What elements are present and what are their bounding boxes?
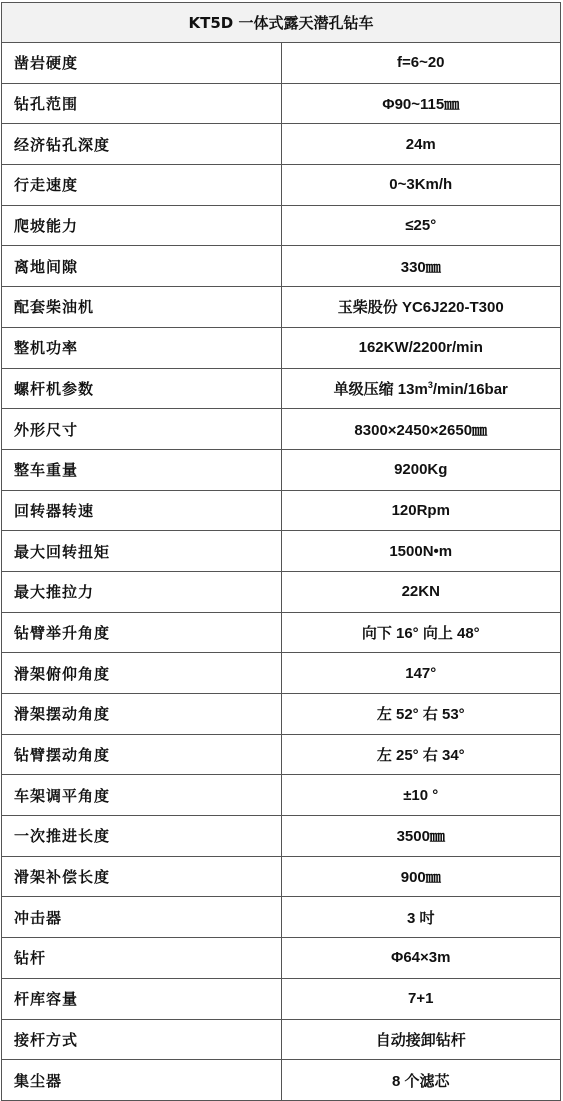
row-value: 162KW/2200r/min <box>281 327 561 368</box>
table-row <box>2 368 561 409</box>
row-value: f=6~20 <box>281 43 561 84</box>
row-value: 7+1 <box>281 978 561 1019</box>
row-label: 最大回转扭矩 <box>2 531 282 572</box>
row-label: 滑架俯仰角度 <box>2 653 282 694</box>
row-value: 120Rpm <box>281 490 561 531</box>
row-value: 3 吋 <box>281 897 561 938</box>
row-value: 147° <box>281 653 561 694</box>
table-row <box>2 531 561 572</box>
table-row <box>2 205 561 246</box>
row-label: 钻杆 <box>2 938 282 979</box>
row-label: 行走速度 <box>2 165 282 206</box>
row-label: 配套柴油机 <box>2 287 282 328</box>
row-value: 24m <box>281 124 561 165</box>
row-label: 螺杆机参数 <box>2 368 282 409</box>
row-value: 左 52° 右 53° <box>281 694 561 735</box>
row-value: 0~3Km/h <box>281 165 561 206</box>
title-row <box>2 3 561 43</box>
row-label: 整机功率 <box>2 327 282 368</box>
table-row <box>2 694 561 735</box>
row-label: 集尘器 <box>2 1060 282 1101</box>
table-row <box>2 490 561 531</box>
row-label: 外形尺寸 <box>2 409 282 450</box>
table-row <box>2 43 561 84</box>
row-value: ±10 ° <box>281 775 561 816</box>
row-value: Φ90~115㎜ <box>281 83 561 124</box>
table-row <box>2 938 561 979</box>
row-value: 22KN <box>281 571 561 612</box>
row-label: 爬坡能力 <box>2 205 282 246</box>
table-row <box>2 246 561 287</box>
table-row <box>2 816 561 857</box>
row-value: ≤25° <box>281 205 561 246</box>
table-row <box>2 124 561 165</box>
table-row <box>2 653 561 694</box>
table-row <box>2 612 561 653</box>
row-label: 冲击器 <box>2 897 282 938</box>
table-row <box>2 1060 561 1101</box>
row-value <box>281 368 561 409</box>
table-row <box>2 1019 561 1060</box>
row-label: 凿岩硬度 <box>2 43 282 84</box>
row-label: 滑架摆动角度 <box>2 694 282 735</box>
table-row <box>2 327 561 368</box>
row-label: 接杆方式 <box>2 1019 282 1060</box>
row-value: 3500㎜ <box>281 816 561 857</box>
row-value: 1500N•m <box>281 531 561 572</box>
row-label: 经济钻孔深度 <box>2 124 282 165</box>
row-value: 左 25° 右 34° <box>281 734 561 775</box>
row-label: 离地间隙 <box>2 246 282 287</box>
value-superscript: 3 <box>427 379 433 390</box>
table-row <box>2 856 561 897</box>
row-value: 330㎜ <box>281 246 561 287</box>
row-label: 钻臂摆动角度 <box>2 734 282 775</box>
row-label: 杆库容量 <box>2 978 282 1019</box>
table-title: KT5D 一体式露天潜孔钻车 <box>2 3 561 43</box>
row-value: 向下 16° 向上 48° <box>281 612 561 653</box>
table-row <box>2 165 561 206</box>
row-value: 自动接卸钻杆 <box>281 1019 561 1060</box>
row-value: Φ64×3m <box>281 938 561 979</box>
row-label: 滑架补偿长度 <box>2 856 282 897</box>
table-row <box>2 571 561 612</box>
spec-table <box>1 2 561 1101</box>
table-row <box>2 409 561 450</box>
row-label: 整车重量 <box>2 449 282 490</box>
row-label: 一次推进长度 <box>2 816 282 857</box>
row-label: 钻孔范围 <box>2 83 282 124</box>
table-row <box>2 449 561 490</box>
value-suffix: /min/16bar <box>432 380 508 398</box>
row-label: 最大推拉力 <box>2 571 282 612</box>
row-value: 8300×2450×2650㎜ <box>281 409 561 450</box>
row-value: 玉柴股份 YC6J220-T300 <box>281 287 561 328</box>
value-prefix: 单级压缩 13m <box>333 380 428 398</box>
row-label: 车架调平角度 <box>2 775 282 816</box>
table-row <box>2 287 561 328</box>
row-value: 8 个滤芯 <box>281 1060 561 1101</box>
row-value: 9200Kg <box>281 449 561 490</box>
row-label: 钻臂举升角度 <box>2 612 282 653</box>
table-row <box>2 83 561 124</box>
table-row <box>2 978 561 1019</box>
row-label: 回转器转速 <box>2 490 282 531</box>
row-value: 900㎜ <box>281 856 561 897</box>
table-row <box>2 897 561 938</box>
table-row <box>2 775 561 816</box>
table-row <box>2 734 561 775</box>
